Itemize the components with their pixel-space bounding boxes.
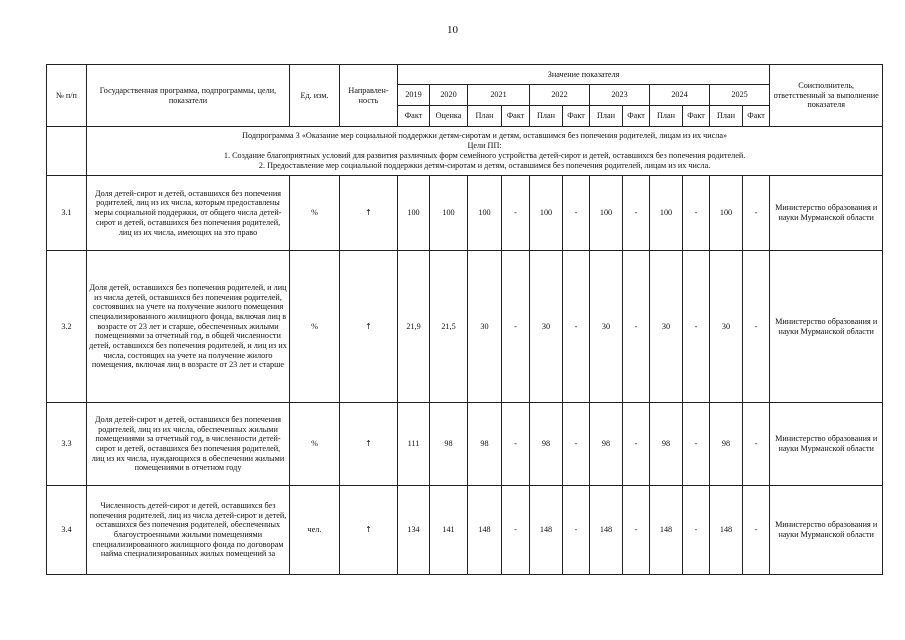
- row-coexecutor: Министерство образования и науки Мурманской области: [770, 403, 883, 486]
- row-value: -: [563, 403, 590, 486]
- header-year: 2020: [430, 85, 468, 106]
- row-value: 30: [530, 251, 563, 403]
- row-unit: %: [290, 251, 340, 403]
- row-value: 98: [710, 403, 743, 486]
- indicators-table: [46, 64, 883, 575]
- row-value: 148: [590, 486, 623, 575]
- row-value: -: [623, 251, 650, 403]
- row-value: -: [502, 251, 530, 403]
- row-value: 98: [468, 403, 502, 486]
- row-value: 100: [590, 176, 623, 251]
- row-value: 148: [710, 486, 743, 575]
- row-value: 100: [430, 176, 468, 251]
- header-sub: Факт: [623, 106, 650, 127]
- header-sub: Оценка: [430, 106, 468, 127]
- up-arrow-icon: ↑: [340, 486, 398, 575]
- table-row: [47, 486, 883, 575]
- row-value: 98: [590, 403, 623, 486]
- header-sub: План: [530, 106, 563, 127]
- header-sub: План: [468, 106, 502, 127]
- header-sub: Факт: [683, 106, 710, 127]
- row-value: -: [743, 486, 770, 575]
- row-num: 3.3: [47, 403, 87, 486]
- row-value: -: [502, 176, 530, 251]
- header-sub: Факт: [502, 106, 530, 127]
- row-value: 134: [398, 486, 430, 575]
- subprogram-block: [87, 127, 883, 176]
- row-value: 98: [650, 403, 683, 486]
- row-value: 148: [650, 486, 683, 575]
- up-arrow-icon: ↑: [340, 176, 398, 251]
- row-coexecutor: Министерство образования и науки Мурманской области: [770, 251, 883, 403]
- header-year: 2019: [398, 85, 430, 106]
- header-sub: Факт: [743, 106, 770, 127]
- row-value: -: [623, 403, 650, 486]
- page-number: 10: [447, 24, 458, 36]
- row-value: -: [683, 403, 710, 486]
- row-unit: %: [290, 403, 340, 486]
- row-value: -: [683, 251, 710, 403]
- header-sub: План: [710, 106, 743, 127]
- row-value: 100: [398, 176, 430, 251]
- row-value: 30: [650, 251, 683, 403]
- subprogram-goal-2: 2. Предоставление мер социальной поддержки детям-сиротам и детям, оставшимся без попечения родителей, лицам из их числа.: [258, 161, 711, 171]
- row-value: -: [743, 251, 770, 403]
- subprogram-num-cell: [47, 127, 87, 176]
- row-value: 100: [650, 176, 683, 251]
- row-value: 141: [430, 486, 468, 575]
- header-num: № п/п: [47, 65, 87, 127]
- row-value: -: [683, 486, 710, 575]
- header-coexecutor: Соисполнитель, ответственный за выполнение показателя: [770, 65, 883, 127]
- row-indicator-name: Доля детей-сирот и детей, оставшихся без попечения родителей, лиц из их числа, которым предоставлены меры социальной поддержки, от общего числа детей-сирот и детей, оставшихся без попечения родителей, лиц из их числа, имеющих на это право: [87, 176, 290, 251]
- up-arrow-icon: ↑: [340, 403, 398, 486]
- row-coexecutor: Министерство образования и науки Мурманской области: [770, 176, 883, 251]
- row-indicator-name: Доля детей-сирот и детей, оставшихся без попечения родителей, лиц из их числа, обеспеченных жилыми помещениями за отчетный год, в численности детей-сирот и детей, оставшихся без попечения родителей, лиц из их числа, нуждающихся в обеспечении жилыми помещениями в отчетном году: [87, 403, 290, 486]
- row-unit: чел.: [290, 486, 340, 575]
- header-values-group: Значение показателя: [398, 65, 770, 85]
- row-value: 30: [590, 251, 623, 403]
- up-arrow-icon: ↑: [340, 251, 398, 403]
- header-direction: Направлен-ность: [340, 65, 398, 127]
- row-coexecutor: Министерство образования и науки Мурманской области: [770, 486, 883, 575]
- row-value: 21,5: [430, 251, 468, 403]
- row-value: -: [683, 176, 710, 251]
- header-year: 2022: [530, 85, 590, 106]
- row-value: -: [743, 403, 770, 486]
- row-value: 98: [430, 403, 468, 486]
- header-year: 2023: [590, 85, 650, 106]
- row-value: 100: [710, 176, 743, 251]
- row-value: 30: [468, 251, 502, 403]
- table-row: [47, 176, 883, 251]
- header-sub: План: [650, 106, 683, 127]
- row-value: -: [502, 403, 530, 486]
- row-value: 100: [530, 176, 563, 251]
- row-value: -: [563, 251, 590, 403]
- row-num: 3.1: [47, 176, 87, 251]
- row-indicator-name: Численность детей-сирот и детей, оставшихся без попечения родителей, лиц из числа детей-сирот и детей, оставшихся без попечения родителей, обеспеченных благоустроенными жилыми помещениями специализированного жилищного фонда по договорам найма специализированных жилых помещений за: [87, 486, 290, 575]
- header-unit: Ед. изм.: [290, 65, 340, 127]
- row-value: -: [623, 486, 650, 575]
- header-sub: Факт: [398, 106, 430, 127]
- table-row: [47, 251, 883, 403]
- row-value: -: [743, 176, 770, 251]
- row-value: 30: [710, 251, 743, 403]
- header-sub: План: [590, 106, 623, 127]
- row-value: 98: [530, 403, 563, 486]
- row-value: 111: [398, 403, 430, 486]
- header-program: Государственная программа, подпрограммы, цели, показатели: [87, 65, 290, 127]
- row-value: 148: [468, 486, 502, 575]
- row-value: 148: [530, 486, 563, 575]
- subprogram-goal-1: 1. Создание благоприятных условий для развития различных форм семейного устройства детей-сирот и детей, оставшихся без попечения родителей.: [223, 151, 746, 160]
- header-year: 2024: [650, 85, 710, 106]
- row-value: 100: [468, 176, 502, 251]
- row-value: -: [502, 486, 530, 575]
- subprogram-goals-label: Цели ПП:: [467, 140, 502, 150]
- header-year: 2021: [468, 85, 530, 106]
- row-unit: %: [290, 176, 340, 251]
- subprogram-title: Подпрограмма 3 «Оказание мер социальной поддержки детям-сиротам и детям, оставшимся без попечения родителей, лицам из их числа»: [242, 130, 728, 140]
- row-value: -: [563, 176, 590, 251]
- row-value: 21,9: [398, 251, 430, 403]
- row-value: -: [563, 486, 590, 575]
- row-num: 3.2: [47, 251, 87, 403]
- row-num: 3.4: [47, 486, 87, 575]
- header-year: 2025: [710, 85, 770, 106]
- row-indicator-name: Доля детей, оставшихся без попечения родителей, и лиц из числа детей, оставшихся без попечения родителей, состоявших на учете на получение жилого помещения специализированного жилищного фонда, включая лиц в возрасте от 23 лет и старше, обеспеченных жилыми помещениями за отчетный год, в общей численности детей, оставшихся без попечения родителей, и лиц из их числа, состоящих на учете на получение жилого помещения, включая лиц в возрасте от 23 лет и старше: [87, 251, 290, 403]
- table-row: [47, 403, 883, 486]
- header-sub: Факт: [563, 106, 590, 127]
- row-value: -: [623, 176, 650, 251]
